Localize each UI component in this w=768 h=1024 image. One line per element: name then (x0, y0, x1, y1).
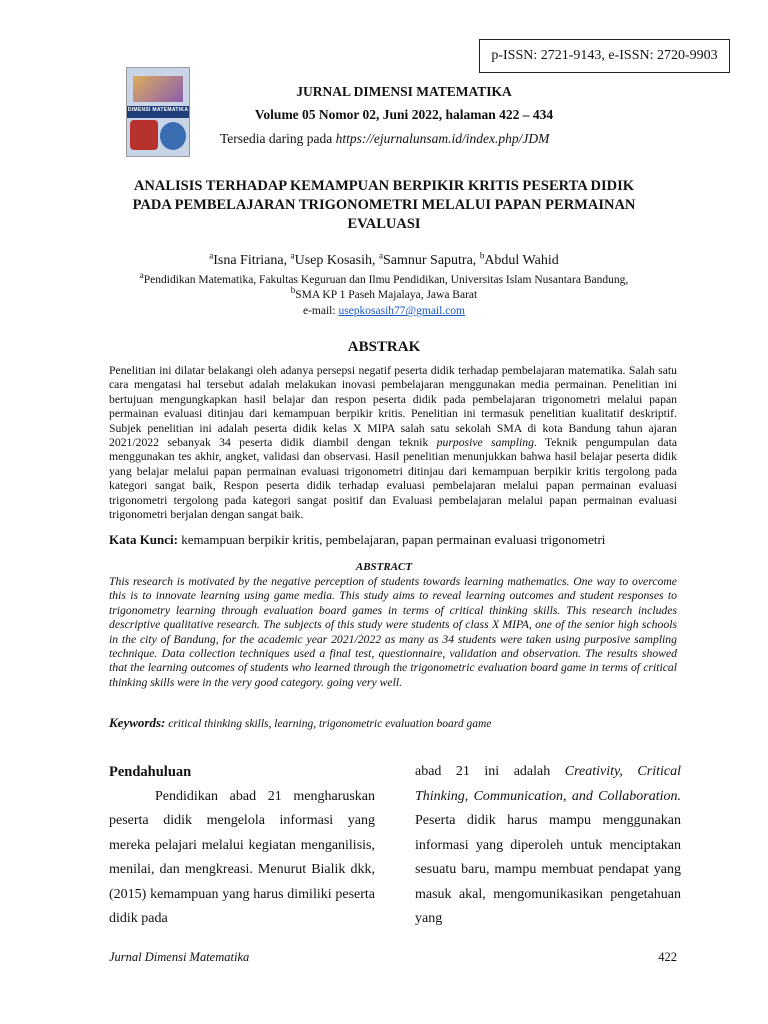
title-line: PADA PEMBELAJARAN TRIGONOMETRI MELALUI PAPAN PERMAINAN (132, 197, 636, 213)
intro-left-column (109, 760, 375, 932)
author-name: Usep Kosasih, (294, 253, 379, 268)
kata-kunci: Kata Kunci: kemampuan berpikir kritis, pembelajaran, papan permainan evaluasi trigonometri (109, 532, 606, 547)
footer-journal-name: Jurnal Dimensi Matematika (109, 950, 250, 964)
author-name: Samnur Saputra, (382, 253, 480, 268)
issn-box: p-ISSN: 2721-9143, e-ISSN: 2720-9903 (479, 39, 730, 73)
abstrak-body: Penelitian ini dilatar belakangi oleh adanya persepsi negatif peserta didik terhadap pembelajaran matematika. Salah satu cara mengatasi hal tersebut adalah melakukan inovasi pembelajaran menggunakan media permainan. Penelitian ini bertujuan mengungkapkan hasil belajar dan respon peserta didik pada pembelajaran trigonometri melalui papan permainan evaluasi ditinjau dari kemampuan berpikir kritis. Penelitian ini termasuk penelitian kualitatif deskriptif. Subjek penelitian ini adalah peserta didik kelas X MIPA salah satu sekolah SMA di kota Bandung tahun ajaran 2021/2022 sebanyak 34 peserta didik diambil dengan teknik purposive sampling. Teknik pengumpulan data menggunakan tes akhir, angket, validasi dan observasi. Hasil penelitian menunjukkan bahwa hasil belajar peserta didik yang belajar melalui papan permainan evaluasi trigonometri ditinjau dari kemampuan berpikir kritis tergolong pada kategori sangat baik, Respon peserta didik terhadap evaluasi pembelajaran melalui papan permainan evaluasi trigonometri tergolong pada kategori sangat positif dan Evaluasi pembelajaran melalui papan permainan evaluasi trigonometri berjalan dengan sangat baik. (109, 364, 678, 522)
affiliation-a: $^a$Pendidikan Matematika, Fakultas Keguruan dan Ilmu Pendidikan, Universitas Islam Nusantara Bandung, (139, 270, 629, 286)
cover-title: DIMENSI MATEMATIKA (127, 107, 189, 113)
page-number: 422 (658, 950, 677, 964)
email-line: e-mail: usepkosasih77@gmail.com (303, 305, 465, 317)
email-link[interactable]: usepkosasih77@gmail.com (338, 305, 465, 317)
author-list: $^a$Isna Fitriana, $^a$Usep Kosasih, $^a$Samnur Saputra, $^b$Abdul Wahid (209, 250, 559, 268)
intro-paragraph: Pendidikan abad 21 mengharuskan peserta didik mengelola informasi yang mereka pelajari melalui kegiatan menganilisis, menilai, dan mengkreasi. Menurut Bialik dkk, (2015) kemampuan yang harus dimiliki peserta didik pada (109, 788, 375, 926)
intro-paragraph-continued: abad 21 ini adalah Creativity, Critical Thinking, Communication, and Collaboration. Peserta didik harus mampu menggunakan informasi yang diperoleh untuk menciptakan sesuatu baru, mampu membuat pendapat yang masuk akal, mengomunikasikan pengetahuan yang (415, 764, 681, 926)
journal-name: JURNAL DIMENSI MATEMATIKA (296, 84, 512, 99)
keywords: Keywords: critical thinking skills, learning, trigonometric evaluation board game (109, 715, 492, 730)
journal-url-link[interactable]: https://ejurnalunsam.id/index.php/JDM (335, 131, 550, 146)
intro-right-column (415, 760, 681, 932)
abstract-body: This research is motivated by the negative perception of students towards learning mathematics. One way to overcome this is to innovate learning using game media. This study aims to reveal learning outcomes and student responses to trigonometry learning through evaluation board games in terms of critical thinking skills. This research includes descriptive qualitative research. The subjects of this study were students of class X MIPA, one of the senior high schools in the city of Bandung, for the academic year 2021/2022 as many as 34 students were taken using purposive sampling technique. Data collection techniques used a final test, questionnaire, validation and observation. The results showed that the learning outcomes of students who learned through the trigonometric evaluation board game in terms of critical thinking skills were in the very good category. going very well. (109, 575, 677, 689)
title-line: ANALISIS TERHADAP KEMAMPUAN BERPIKIR KRITIS PESERTA DIDIK (133, 178, 635, 194)
journal-availability: Tersedia daring pada https://ejurnalunsam.id/index.php/JDM (220, 131, 550, 146)
author-name: Abdul Wahid (484, 253, 559, 268)
title-line: EVALUASI (347, 216, 421, 232)
abstrak-heading: ABSTRAK (347, 339, 421, 355)
author-name: Isna Fitriana, (213, 253, 291, 268)
affiliation-b: $^b$SMA KP 1 Paseh Majalaya, Jawa Barat (290, 285, 478, 301)
paper-title (100, 177, 668, 234)
journal-volume: Volume 05 Nomor 02, Juni 2022, halaman 422 – 434 (254, 107, 554, 122)
section-heading: Pendahuluan (109, 764, 192, 780)
abstract-heading: ABSTRACT (355, 561, 413, 573)
